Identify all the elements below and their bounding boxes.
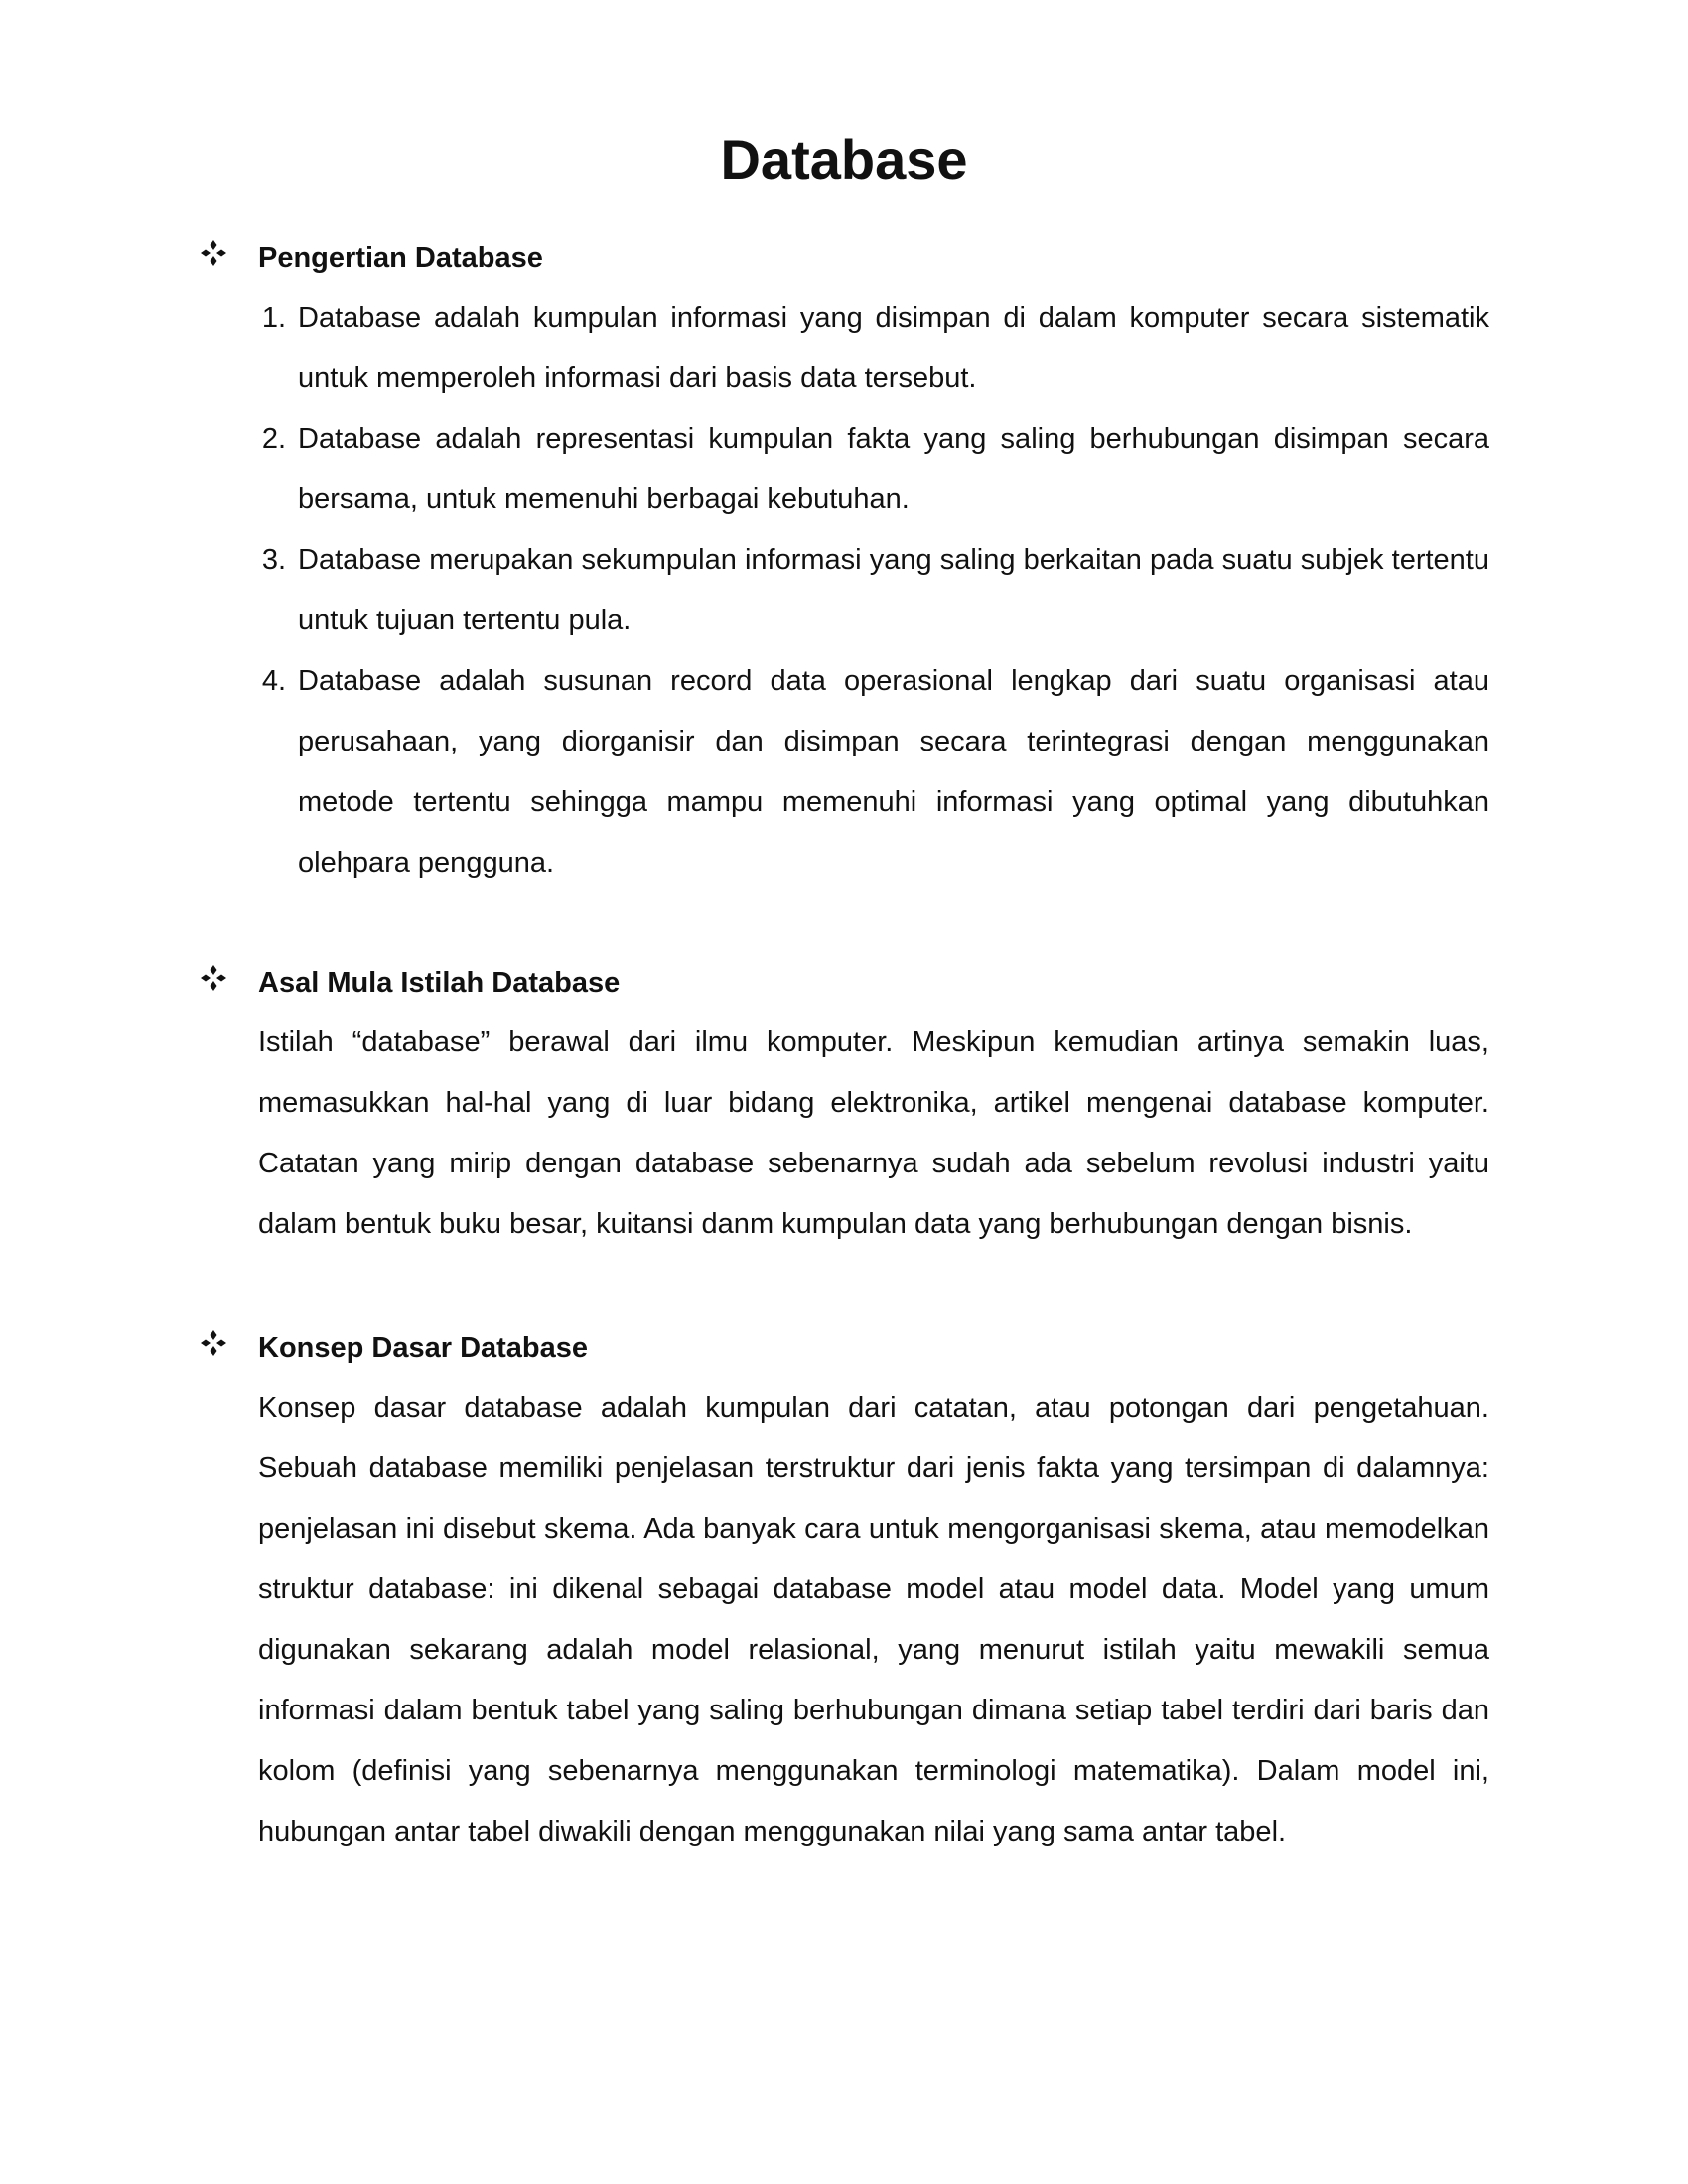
diamond-bullet-icon bbox=[199, 238, 228, 268]
section-konsep-dasar-database bbox=[0, 1318, 1688, 1862]
list-item-text: Database adalah representasi kumpulan fakta yang saling berhubungan disimpan secara bersama, untuk memenuhi berbagai kebutuhan. bbox=[298, 423, 1489, 515]
list-item-number: 2. bbox=[261, 423, 286, 455]
section-asal-mula-istilah-database bbox=[0, 953, 1688, 1255]
section-heading bbox=[0, 953, 1688, 1013]
list-item-text: Database merupakan sekumpulan informasi yang saling berkaitan pada suatu subjek tertentu untuk tujuan tertentu pula. bbox=[298, 544, 1489, 636]
section-heading-text: Asal Mula Istilah Database bbox=[258, 967, 621, 999]
list-item-number: 4. bbox=[261, 665, 286, 697]
list-item bbox=[261, 530, 1489, 651]
section-heading-text: Pengertian Database bbox=[258, 242, 543, 274]
section-heading bbox=[0, 1318, 1688, 1378]
section-pengertian-database bbox=[0, 228, 1688, 893]
list-item-number: 1. bbox=[261, 302, 286, 334]
definition-list bbox=[0, 288, 1688, 893]
diamond-bullet-icon bbox=[199, 1328, 228, 1358]
page-title: Database bbox=[720, 128, 968, 191]
section-body-text: Istilah “database” berawal dari ilmu komputer. Meskipun kemudian artinya semakin luas, memasukkan hal-hal yang di luar bidang elektronika, artikel mengenai database komputer. Catatan yang mirip dengan database sebenarnya sudah ada sebelum revolusi industri yaitu dalam bentuk buku besar, kuitansi danm kumpulan data yang berhubungan dengan bisnis. bbox=[258, 1026, 1489, 1240]
list-item bbox=[261, 409, 1489, 530]
list-item-number: 3. bbox=[261, 544, 286, 576]
section-body-text: Konsep dasar database adalah kumpulan dari catatan, atau potongan dari pengetahuan. Sebuah database memiliki penjelasan terstruktur dari jenis fakta yang tersimpan di dalamnya: penjelasan ini disebut skema. Ada banyak cara untuk mengorganisasi skema, atau memodelkan struktur database: ini dikenal sebagai database model atau model data. Model yang umum digunakan sekarang adalah model relasional, yang menurut istilah yaitu mewakili semua informasi dalam bentuk tabel yang saling berhubungan dimana setiap tabel terdiri dari baris dan kolom (definisi yang sebenarnya menggunakan terminologi matematika). Dalam model ini, hubungan antar tabel diwakili dengan menggunakan nilai yang sama antar tabel. bbox=[258, 1392, 1489, 1847]
section-heading bbox=[0, 228, 1688, 288]
section-heading-text: Konsep Dasar Database bbox=[258, 1332, 589, 1364]
list-item bbox=[261, 288, 1489, 409]
list-item bbox=[261, 651, 1489, 893]
list-item-text: Database adalah kumpulan informasi yang disimpan di dalam komputer secara sistematik untuk memperoleh informasi dari basis data tersebut. bbox=[298, 302, 1489, 394]
diamond-bullet-icon bbox=[199, 963, 228, 993]
list-item-text: Database adalah susunan record data operasional lengkap dari suatu organisasi atau perusahaan, yang diorganisir dan disimpan secara terintegrasi dengan menggunakan metode tertentu sehingga mampu memenuhi informasi yang optimal yang dibutuhkan olehpara pengguna. bbox=[298, 665, 1489, 879]
